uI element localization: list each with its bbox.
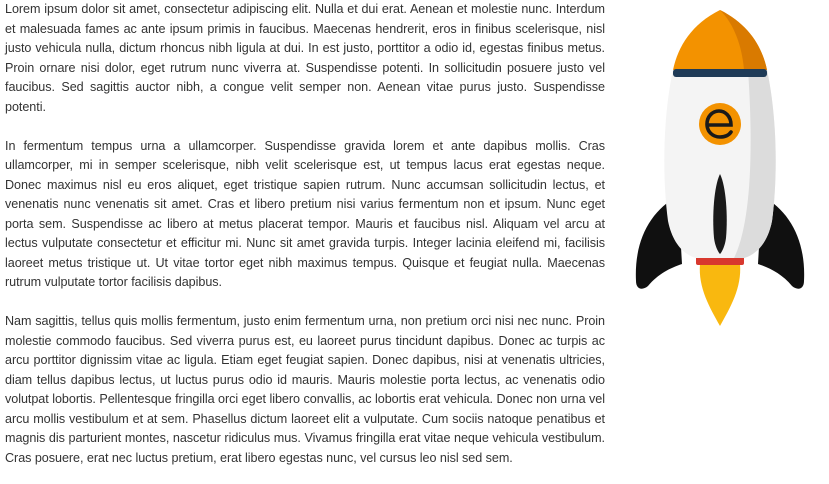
paragraph: In fermentum tempus urna a ullamcorper. Suspendisse gravida lorem et ante dapibus mollis. Cras ullamcorper, mi in semper scelerisque, nibh velit scelerisque est, ut tempus lacus erat egestas neque. Donec maximus nisl eu eros aliquet, eget tristique sapien rutrum. Nunc accumsan sollicitudin lectus, et venenatis nunc venenatis sit amet. Cras et libero pretium nisi varius fermentum non et ipsum. Nunc eget porta sem. Suspendisse ac libero at metus placerat tempor. Mauris et faucibus nisl. Aliquam vel arcu at lectus vulputate consectetur et efficitur mi. Nunc sit amet gravida turpis. Integer lacinia eleifend mi, facilisis laoreet metus tristique ut. Ut vitae tortor eget nibh maximus tempus. Quisque et feugiat nulla. Maecenas rutrum vulputate tortor facilisis dapibus. xyxy=(5,138,605,289)
paragraph: Lorem ipsum dolor sit amet, consectetur adipiscing elit. Nulla et dui erat. Aenean et molestie nunc. Interdum et malesuada fames ac ante ipsum primis in faucibus. Maecenas hendrerit, eros in finibus scelerisque, nisl justo vehicula nulla, dictum rhoncus nibh ligula at dui. In est justo, porttitor a odio id, egestas finibus metus. Proin ornare nisi dolor, eget rutrum nunc viverra at. Suspendisse potenti. In sollicitudin posuere justo vel faucibus. Sed sagittis auctor nibh, a congue velit semper non. Aenean vitae purus justo. Suspendisse potenti. xyxy=(5,2,605,114)
rocket-illustration xyxy=(630,6,810,331)
paragraph: Nam sagittis, tellus quis mollis fermentum, justo enim fermentum urna, non pretium orci nisi nec nunc. Proin molestie commodo faucibus. Sed viverra purus est, eu laoreet purus tincidunt dapibus. Donec ac turpis ac arcu porttitor dignissim vitae ac ligula. Etiam eget feugiat sapien. Donec dapibus, nisi at venenatis ultricies, diam tellus dapibus lectus, ut luctus purus odio id mauris. Mauris molestie porta lectus, ac venenatis odio volutpat lobortis. Pellentesque fringilla orci eget libero convallis, ac lobortis erat vehicula. Donec non urna vel arcu mollis vestibulum et at sem. Phasellus dictum laoreet elit a vulputate. Cum sociis natoque penatibus et magnis dis parturient montes, nascetur ridiculus mus. Vivamus fringilla erat vitae neque vehicula vestibulum. Cras posuere, erat nec luctus pretium, erat libero egestas nunc, vel cursus leo nisl sed sem. xyxy=(5,314,605,465)
article-body xyxy=(5,0,605,468)
rocket-flame xyxy=(700,264,740,326)
rocket-band xyxy=(673,69,767,77)
rocket-icon xyxy=(630,6,810,331)
